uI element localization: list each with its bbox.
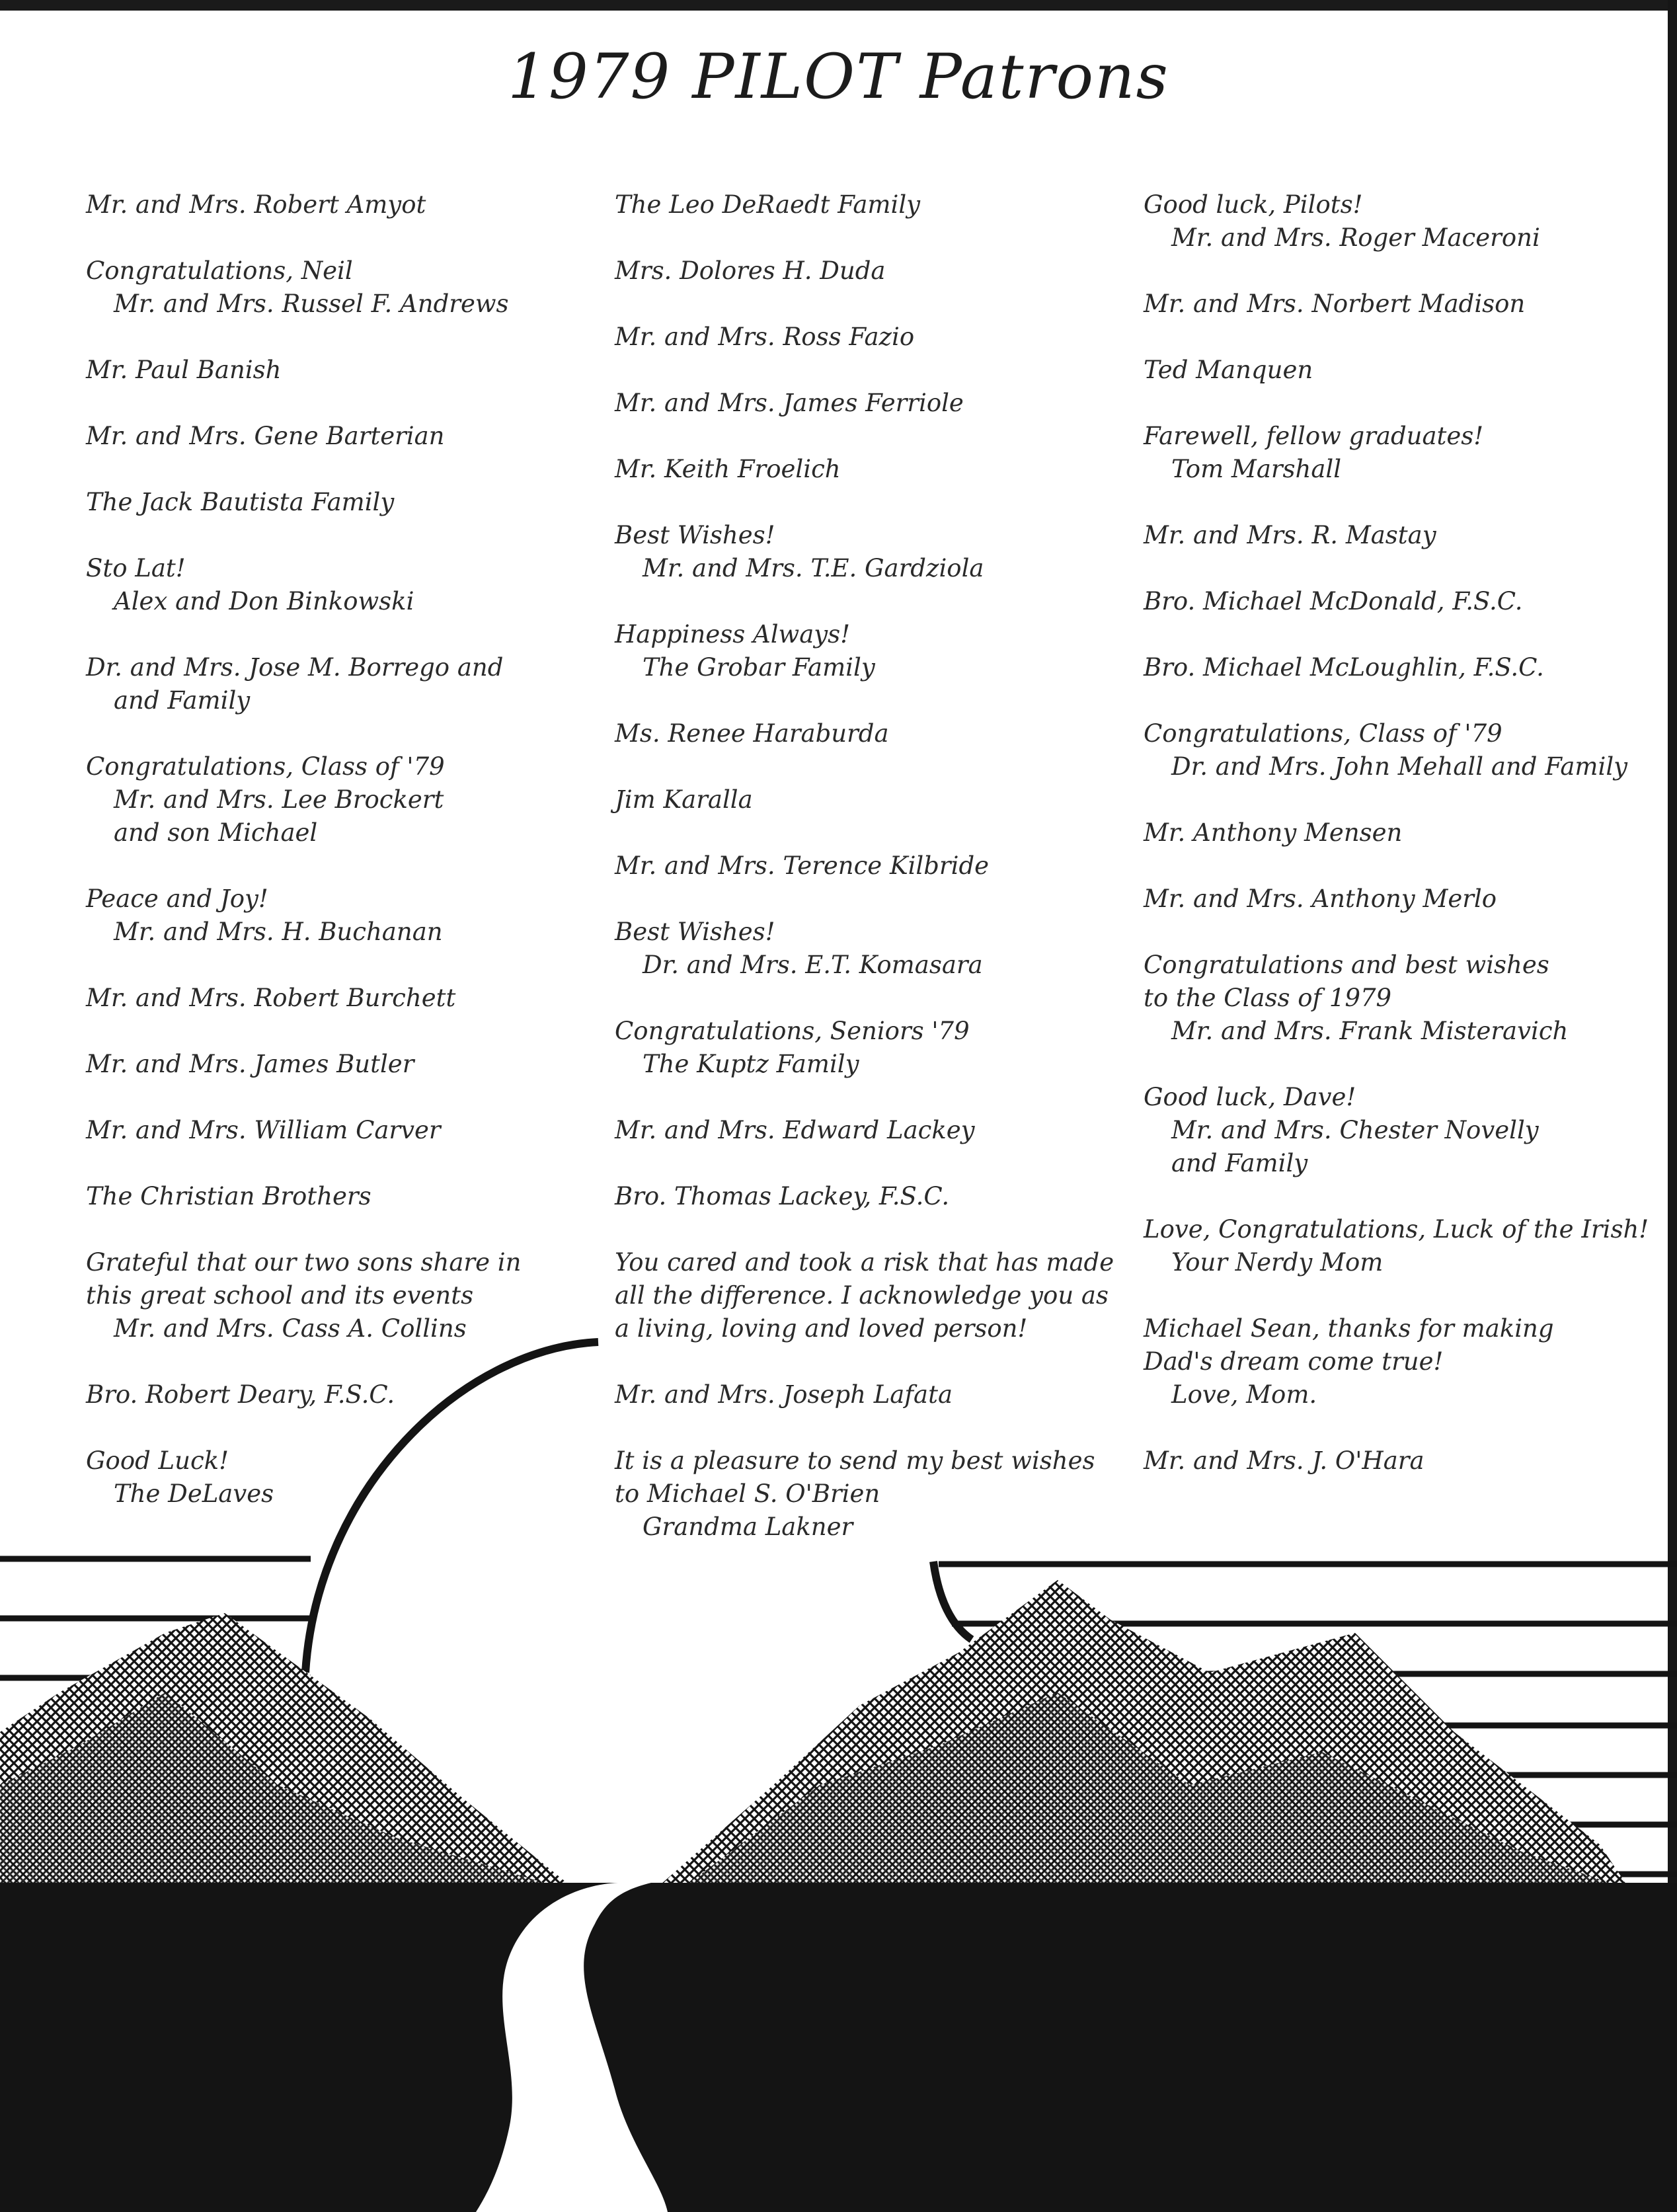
patron-name: Mr. and Mrs. H. Buchanan <box>114 918 443 946</box>
patron-name: Mr. and Mrs. T.E. Gardziola <box>643 554 984 582</box>
patron-entry <box>86 255 588 321</box>
patron-line: Mr. Paul Banish <box>86 356 282 384</box>
patron-entry <box>615 1378 1117 1411</box>
patron-line: Mr. Anthony Mensen <box>1144 818 1403 847</box>
mountain-left-front <box>0 1692 549 1884</box>
patron-line: Mr. and Mrs. Anthony Merlo <box>1144 885 1497 913</box>
patron-line: The Christian Brothers <box>86 1182 371 1210</box>
patron-message: Dad's dream come true! <box>1144 1347 1444 1376</box>
patron-message: You cared and took a risk that has made <box>615 1248 1114 1277</box>
patron-entry <box>86 1048 588 1081</box>
patron-entry <box>86 883 588 949</box>
patron-line: Mr. and Mrs. Terence Kilbride <box>615 851 990 880</box>
patron-message: Grateful that our two sons share in <box>86 1248 522 1277</box>
patron-name: The DeLaves <box>114 1480 274 1508</box>
patron-line: Mr. and Mrs. Edward Lackey <box>615 1116 975 1144</box>
page-title: 1979 PILOT Patrons <box>508 41 1169 113</box>
patron-name: Your Nerdy Mom <box>1171 1248 1384 1277</box>
patron-message: Good luck, Pilots! <box>1144 190 1363 219</box>
patron-entry <box>1144 420 1646 486</box>
ground <box>0 1883 1677 2212</box>
patron-message: Good Luck! <box>86 1446 229 1475</box>
patron-line: Mr. and Mrs. Norbert Madison <box>1144 290 1526 318</box>
patron-line: Mr. and Mrs. R. Mastay <box>1144 521 1436 549</box>
patron-name: The Grobar Family <box>643 653 875 682</box>
patron-entry <box>615 188 1117 221</box>
patron-entry <box>615 321 1117 354</box>
patron-line: Mrs. Dolores H. Duda <box>615 257 886 285</box>
patron-entry <box>615 717 1117 750</box>
patron-name: and Family <box>1171 1149 1308 1177</box>
patron-message: to Michael S. O'Brien <box>615 1480 880 1508</box>
horizon-lines-right <box>939 1564 1677 1874</box>
patron-entry <box>1144 651 1646 684</box>
patron-entry <box>86 354 588 387</box>
patron-entry <box>86 188 588 221</box>
patron-message: Peace and Joy! <box>86 885 268 913</box>
patron-message: Congratulations and best wishes <box>1144 951 1549 979</box>
patron-entry <box>615 519 1117 585</box>
patron-entry <box>86 1246 588 1345</box>
patron-name: Mr. and Mrs. Cass A. Collins <box>114 1314 467 1343</box>
patron-line: Mr. Keith Froelich <box>615 455 841 483</box>
patron-name: Alex and Don Binkowski <box>114 587 414 615</box>
patron-name: Grandma Lakner <box>643 1513 853 1541</box>
patron-entry <box>1144 188 1646 255</box>
patron-name: Love, Mom. <box>1171 1380 1317 1409</box>
patron-message: Farewell, fellow graduates! <box>1144 422 1484 450</box>
patron-line: The Leo DeRaedt Family <box>615 190 921 219</box>
patron-line: and Family <box>114 686 251 715</box>
patron-name: Dr. and Mrs. E.T. Komasara <box>643 951 983 979</box>
patron-name: Mr. and Mrs. Roger Maceroni <box>1171 223 1540 252</box>
patron-name: Dr. and Mrs. John Mehall and Family <box>1171 752 1628 781</box>
patron-line: Dr. and Mrs. Jose M. Borrego and <box>86 653 504 682</box>
right-scan-border <box>1668 0 1677 2212</box>
patron-entry <box>1144 288 1646 321</box>
patron-entry <box>86 1444 588 1511</box>
patron-line: Bro. Robert Deary, F.S.C. <box>86 1380 395 1409</box>
patron-line: Bro. Michael McLoughlin, F.S.C. <box>1144 653 1544 682</box>
patron-entry <box>86 1180 588 1213</box>
patron-entry <box>86 651 588 717</box>
patron-message: to the Class of 1979 <box>1144 984 1392 1012</box>
patron-entry <box>1144 1312 1646 1411</box>
patron-entry <box>615 1180 1117 1213</box>
patron-message: a living, loving and loved person! <box>615 1314 1028 1343</box>
patron-name: The Kuptz Family <box>643 1050 859 1078</box>
patron-entry <box>1144 1081 1646 1180</box>
patron-entry <box>86 982 588 1015</box>
top-scan-border <box>0 0 1677 11</box>
patron-name: Mr. and Mrs. Chester Novelly <box>1171 1116 1539 1144</box>
patron-entry <box>615 618 1117 684</box>
patron-message: Congratulations, Class of '79 <box>1144 719 1502 748</box>
patron-entry <box>86 750 588 849</box>
patron-line: Ted Manquen <box>1144 356 1313 384</box>
patron-line: Mr. and Mrs. Ross Fazio <box>615 323 915 351</box>
patron-entry <box>615 255 1117 288</box>
patron-message: Congratulations, Neil <box>86 257 353 285</box>
patron-message: this great school and its events <box>86 1281 474 1310</box>
patron-line: Mr. and Mrs. William Carver <box>86 1116 441 1144</box>
patron-entry <box>615 916 1117 982</box>
patron-message: It is a pleasure to send my best wishes <box>615 1446 1095 1475</box>
patron-entry <box>615 1246 1117 1345</box>
patron-line: Ms. Renee Haraburda <box>615 719 889 748</box>
patron-entry <box>86 486 588 519</box>
patron-message: Happiness Always! <box>615 620 851 649</box>
patron-entry <box>1144 585 1646 618</box>
horizon-lines-left <box>0 1559 311 1797</box>
patron-entry <box>1144 717 1646 783</box>
patron-line: Mr. and Mrs. Robert Amyot <box>86 190 426 219</box>
patron-entry <box>615 849 1117 883</box>
mountain-right-back <box>661 1580 1626 1884</box>
patron-line: Bro. Thomas Lackey, F.S.C. <box>615 1182 950 1210</box>
patron-name: and son Michael <box>114 818 318 847</box>
patron-name: Mr. and Mrs. Frank Misteravich <box>1171 1017 1569 1045</box>
patron-entry <box>1144 1444 1646 1478</box>
patron-entry <box>615 1015 1117 1081</box>
patron-name: Tom Marshall <box>1171 455 1342 483</box>
patron-line: Jim Karalla <box>615 785 753 814</box>
patron-entry <box>615 387 1117 420</box>
patron-entry <box>1144 519 1646 552</box>
patron-message: Best Wishes! <box>615 918 775 946</box>
winding-path <box>476 1883 668 2212</box>
patron-entry <box>615 453 1117 486</box>
patron-entry <box>1144 883 1646 916</box>
patron-entry <box>615 1114 1117 1147</box>
patron-name: Mr. and Mrs. Russel F. Andrews <box>114 290 509 318</box>
patron-entry <box>1144 816 1646 849</box>
patron-line: Mr. and Mrs. Robert Burchett <box>86 984 456 1012</box>
patron-message: Sto Lat! <box>86 554 186 582</box>
patron-line: Mr. and Mrs. J. O'Hara <box>1144 1446 1424 1475</box>
patron-entry <box>86 420 588 453</box>
mountain-right-front <box>687 1692 1613 1884</box>
patron-line: The Jack Bautista Family <box>86 488 395 516</box>
patron-entry <box>86 1378 588 1411</box>
patron-name: Mr. and Mrs. Lee Brockert <box>114 785 444 814</box>
patron-column-1 <box>86 188 588 1544</box>
patron-message: Best Wishes! <box>615 521 775 549</box>
patron-message: Michael Sean, thanks for making <box>1144 1314 1554 1343</box>
patron-line: Mr. and Mrs. James Butler <box>86 1050 414 1078</box>
patron-entry <box>615 1444 1117 1544</box>
patron-line: Mr. and Mrs. James Ferriole <box>615 389 964 417</box>
patron-entry <box>86 552 588 618</box>
patron-column-3 <box>1144 188 1649 1511</box>
patron-entry <box>1144 949 1646 1048</box>
patron-entry <box>615 783 1117 816</box>
patron-line: Mr. and Mrs. Joseph Lafata <box>615 1380 953 1409</box>
patron-message: all the difference. I acknowledge you as <box>615 1281 1109 1310</box>
patron-line: Bro. Michael McDonald, F.S.C. <box>1144 587 1523 615</box>
patron-message: Congratulations, Class of '79 <box>86 752 445 781</box>
patron-entry <box>1144 1213 1649 1279</box>
patron-message: Good luck, Dave! <box>1144 1083 1356 1111</box>
patron-line: Mr. and Mrs. Gene Barterian <box>86 422 445 450</box>
patron-column-2 <box>615 188 1117 1577</box>
patron-entry <box>86 1114 588 1147</box>
mountain-left-back <box>0 1613 568 1884</box>
patron-entry <box>1144 354 1646 387</box>
patron-message: Congratulations, Seniors '79 <box>615 1017 970 1045</box>
patron-message: Love, Congratulations, Luck of the Irish! <box>1144 1215 1649 1244</box>
